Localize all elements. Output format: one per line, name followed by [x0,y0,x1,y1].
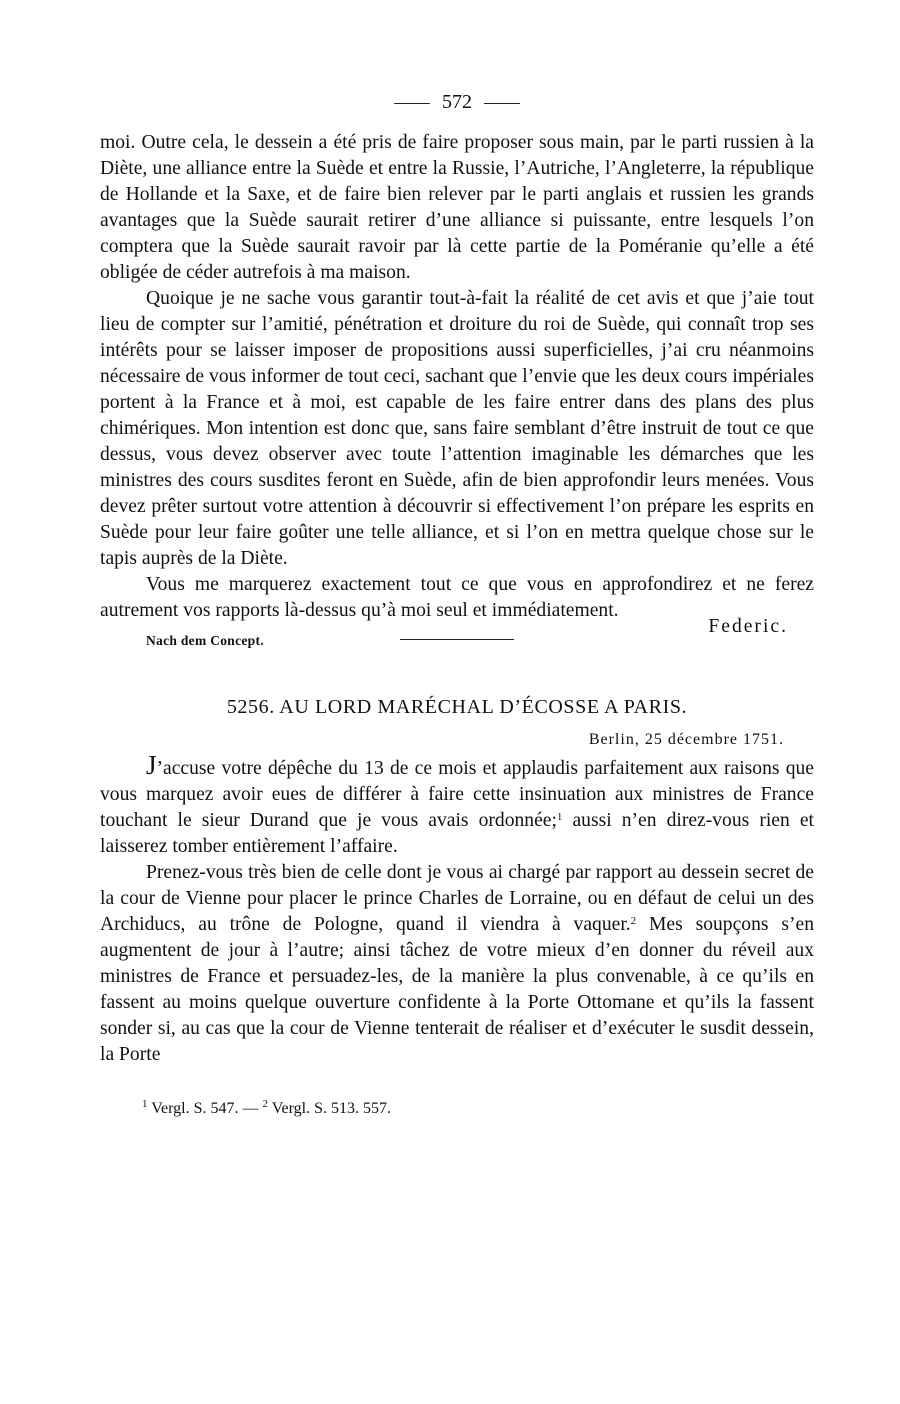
letter2-paragraph-2-text-b: Mes soupçons s’en augmentent de jour à l’autre; ainsi tâchez de votre mieux d’en donner du réveil aux ministres de France et persuadez-les, de la manière la plus convenable, à ce qu’ils en fassent au moins quelque ouverture confidente à la Porte Ottomane et qu’ils la fassent sonder si, au cas que la cour de Vienne tenterait de réaliser et d’exécuter le susdit dessein, la Porte [100,914,814,1065]
footnotes [100,1096,814,1122]
letter2-paragraph-1-text-b: aussi n’en direz-vous rien et laisserez tomber entièrement l’affaire. [100,810,814,857]
source-note: Nach dem Concept. [146,633,264,648]
page-number: 572 [442,91,472,113]
letter2-paragraph-2-text-a: Prenez-vous très bien de celle dont je vous ai chargé par rapport au dessein secret de la cour de Vienne pour placer le prince Charles de Lorraine, ou en défaut de celui un des Archiducs, au trône de Pologne, quand il viendra à vaquer. [100,862,814,935]
dateline: Berlin, 25 décembre 1751. [588,731,784,748]
footnote-ref-2: 2 [630,915,637,927]
document-title: 5256. AU LORD MARÉCHAL D’ÉCOSSE A PARIS. [226,696,688,718]
signature: Federic. [708,616,788,637]
footnote-separator: — [242,1100,259,1117]
header-dash-right [484,103,520,104]
footnote-1-text: Vergl. S. 547. [151,1100,239,1117]
footnote-2-number: 2 [262,1098,268,1110]
section-separator [400,639,514,640]
letter2-paragraph-1-text-a: ’accuse votre dépêche du 13 de ce mois et applaudis parfaitement aux raisons que vous marquez avoir eues de différer à faire cette insinuation aux ministres de France touchant le sieur Durand que je vous avais ordonnée; [100,758,814,831]
footnote-ref-1: 1 [556,811,563,823]
letter1-paragraph-1: moi. Outre cela, le dessein a été pris de faire proposer sous main, par le parti russien à la Diète, une alliance entre la Suède et entre la Russie, l’Autriche, l’Angleterre, la république de Hollande et la Saxe, et de faire bien relever par le parti anglais et russien les grands avantages que la Suède saurait retirer d’une alliance si puissante, entre lesquels l’on comptera que la Suède saurait ravoir par là cette partie de la Poméranie qu’elle a été obligée de céder autrefois à ma maison. [100,132,814,283]
letter1-paragraph-2: Quoique je ne sache vous garantir tout-à-fait la réalité de cet avis et que j’aie tout lieu de compter sur l’amitié, pénétration et droiture du roi de Suède, qui connaît trop ses intérêts pour se laisser imposer de propositions aussi superficielles, j’ai cru néanmoins nécessaire de vous informer de tout ceci, sachant que l’envie que les deux cours impériales portent à la France et à moi, est capable de les faire entrer dans des plans des plus chimériques. Mon intention est donc que, sans faire semblant d’être instruit de tout ce que dessus, vous devez observer avec toute l’attention imaginable les démarches que les ministres des cours susdites feront en Suède, afin de bien approfondir leurs menées. Vous devez prêter surtout votre attention à découvrir si effectivement l’on prépare les esprits en Suède pour leur faire goûter une telle alliance, et si l’on en mettra quelque chose sur le tapis auprès de la Diète. [100,288,814,569]
source-row [100,624,814,660]
initial-letter: J [146,750,157,780]
book-page [100,88,814,1122]
letter2-paragraph-2 [100,860,814,1068]
footnote-1-number: 1 [142,1098,148,1110]
letter2-paragraph-1 [100,752,814,860]
header-dash-left [394,103,430,104]
footnote-2-text: Vergl. S. 513. 557. [271,1100,391,1117]
letter1-paragraph-3: Vous me marquerez exactement tout ce que vous en approfondirez et ne ferez autrement vos rapports là-dessus qu’à moi seul et immédiatement. [100,574,814,621]
page-header [100,88,814,130]
